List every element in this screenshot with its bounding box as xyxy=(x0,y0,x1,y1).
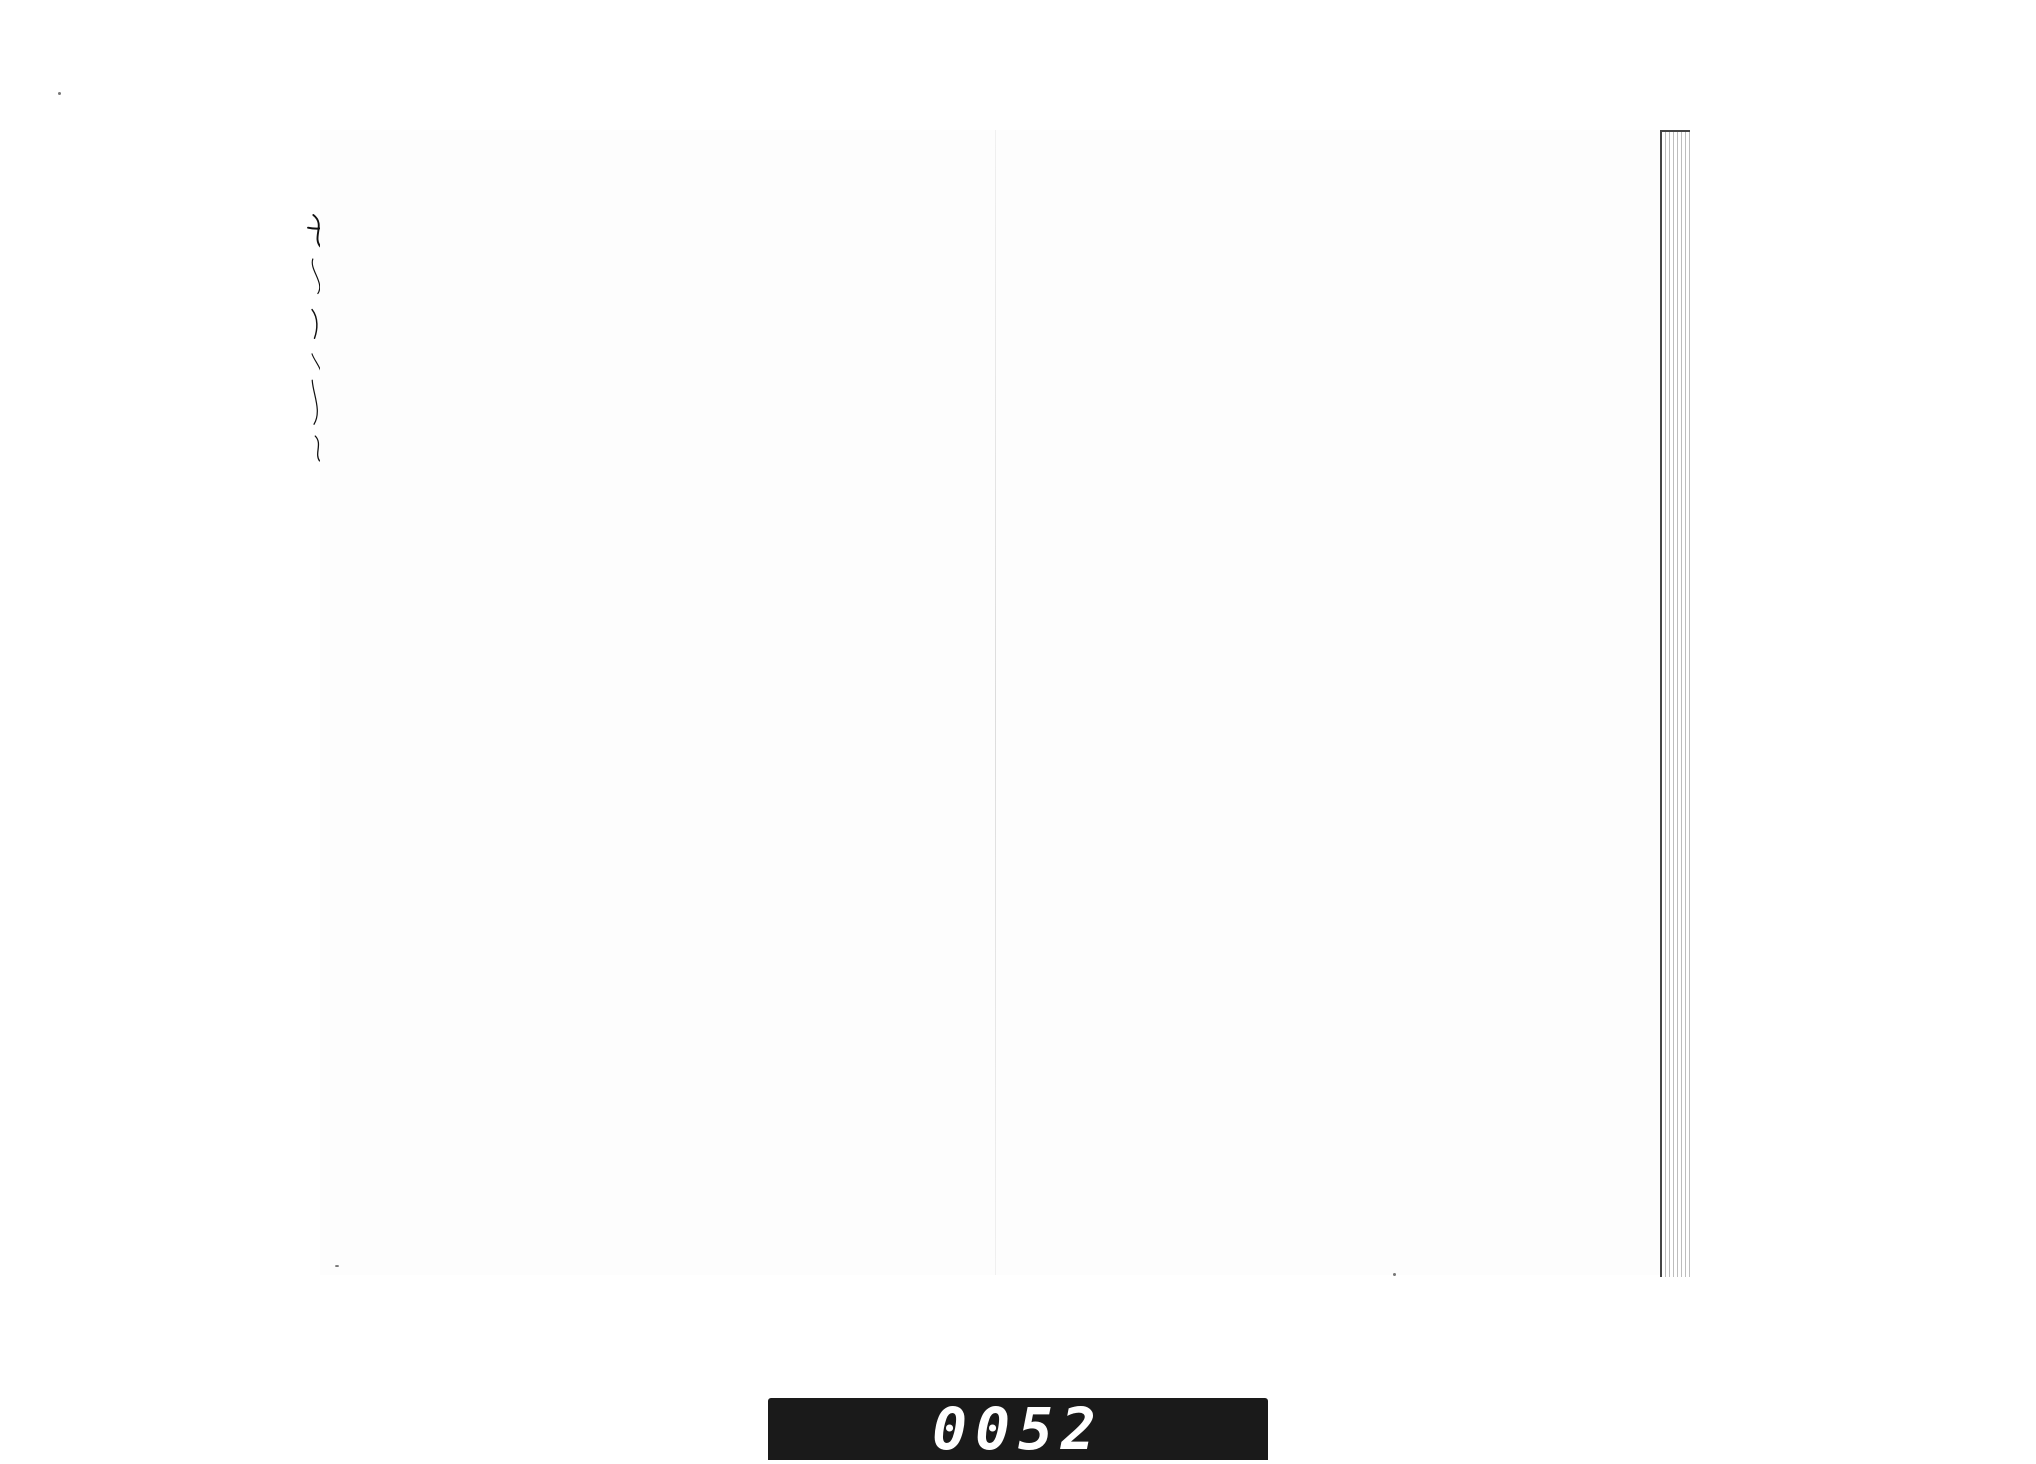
ink-stroke xyxy=(312,380,317,424)
page-edge xyxy=(1660,130,1690,1277)
ink-stroke xyxy=(312,310,317,339)
frame-counter xyxy=(768,1395,1268,1463)
scan-speck xyxy=(335,1265,339,1267)
scan-speck xyxy=(58,92,61,95)
frame-number: 0052 xyxy=(932,1395,1104,1463)
book-gutter xyxy=(995,130,996,1275)
ink-stroke xyxy=(315,436,319,461)
manuscript-spread xyxy=(320,130,1690,1275)
ink-stroke xyxy=(312,259,320,294)
scan-speck xyxy=(1393,1273,1396,1276)
